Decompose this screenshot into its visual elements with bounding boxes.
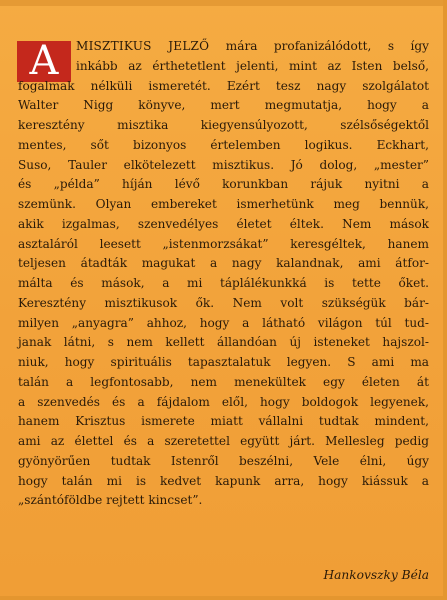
blurb-text: [18, 37, 429, 511]
right-edge: [443, 0, 447, 600]
text-line: és „példa” híján lévő korunkban rájuk nyitni a: [18, 177, 429, 192]
text-line: Suso, Tauler elkötelezett misztikus. Jó dolog, „mester”: [18, 157, 429, 172]
text-line: janak látni, s nem kellett állandóan új isteneket hajszol-: [18, 335, 429, 350]
text-line: milyen „anyagra” ahhoz, hogy a látható világon túl tud-: [18, 315, 429, 330]
text-line: Walter Nigg könyve, mert megmutatja, hogy a: [18, 98, 429, 113]
line-1-rest: mára profanizálódott, s így: [225, 39, 429, 53]
text-line: niuk, hogy spirituális tapasztalatuk legyen. S ami ma: [18, 355, 429, 369]
text-line: talán a legfontosabb, nem menekültek egy életen át: [18, 374, 429, 389]
text-line: hanem Krisztus ismerete miatt vállalni tudtak mindent,: [18, 414, 429, 429]
bottom-edge: [0, 596, 447, 600]
text-line: teljesen átadták magukat a nagy kalandnak, ami átfor-: [18, 256, 429, 271]
text-line: mentes, sőt bizonyos értelemben logikus. Eckhart,: [18, 137, 429, 152]
text-line: hogy talán mi is kedvet kapunk arra, hogy kiássuk a: [18, 473, 429, 488]
text-line: szemünk. Olyan embereket ismerhetünk meg bennük,: [18, 197, 429, 211]
text-line: a szenvedés és a fájdalom elől, hogy boldogok legyenek,: [18, 394, 429, 409]
text-line: keresztény misztika kiegyensúlyozott, szélsőségektől: [18, 118, 429, 132]
drop-cap: A: [17, 41, 71, 82]
text-line: málta és mások, a mi táplálékunkká is tette őket.: [18, 276, 429, 290]
author-signature: Hankovszky Béla: [323, 568, 429, 582]
text-line: ami az élettel és a szeretettel együtt járt. Mellesleg pedig: [18, 434, 429, 448]
text-line: [18, 37, 429, 57]
text-line: Keresztény misztikusok ők. Nem volt szükségük bár-: [18, 295, 429, 310]
text-line: inkább az érthetetlent jelenti, mint az Isten belső,: [76, 58, 429, 73]
text-line: akik izgalmas, szenvedélyes életet éltek. Nem mások: [18, 216, 429, 231]
text-line: „szántóföldbe rejtett kincset”.: [18, 493, 203, 508]
lead-words: MISZTIKUS JELZŐ: [76, 39, 210, 53]
top-edge: [0, 0, 447, 6]
text-line: gyönyörűen tudtak Istenről beszélni, Vele élni, úgy: [18, 453, 429, 468]
text-line: fogalmak nélküli ismeretét. Ezért tesz nagy szolgálatot: [18, 78, 429, 93]
text-line: asztaláról leesett „istenmorzsákat” keresgéltek, hanem: [18, 236, 429, 251]
